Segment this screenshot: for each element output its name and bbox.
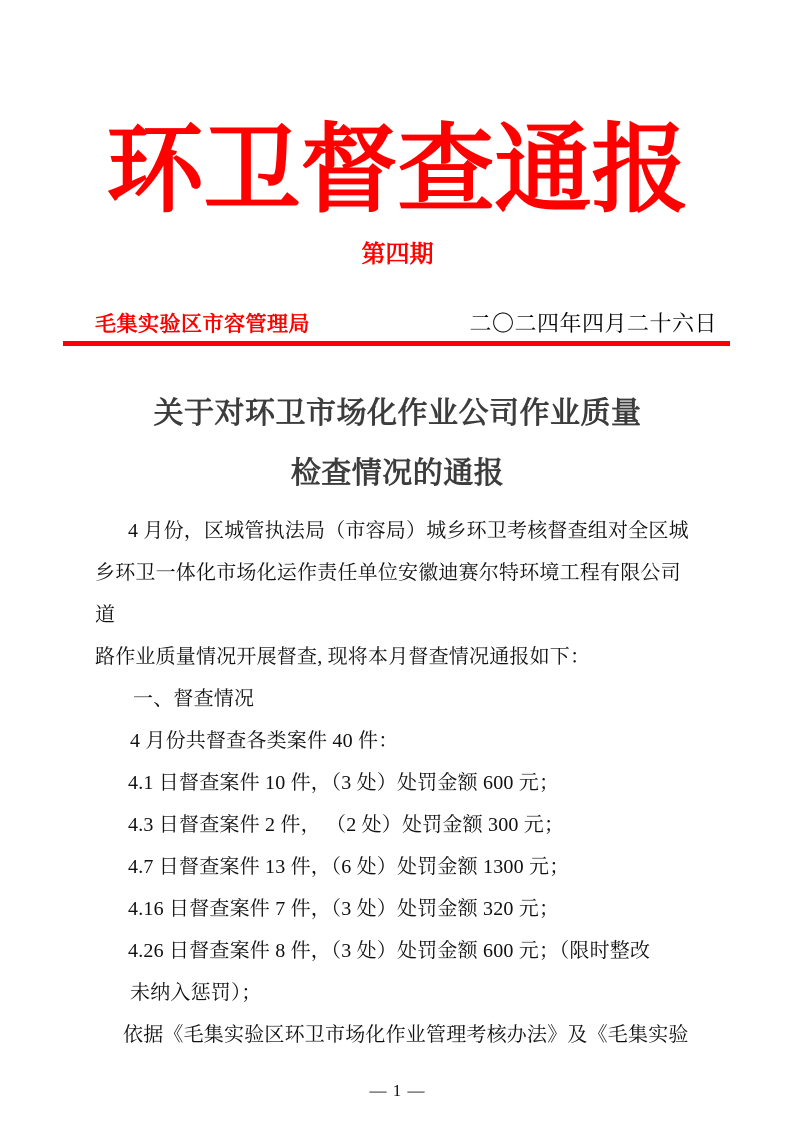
case-line: 4.7 日督查案件 13 件，（6 处）处罚金额 1300 元； (128, 856, 570, 878)
section-heading: 一、督查情况 (133, 688, 255, 710)
page-footer (95, 1080, 700, 1102)
paragraph-line: 乡环卫一体化市场化运作责任单位安徽迪赛尔特环境工程有限公司道 (95, 562, 681, 626)
issue-number: 第四期 (361, 242, 434, 268)
document-title (95, 396, 700, 492)
paragraph-line: 路作业质量情况开展督查, 现将本月督查情况通报如下： (95, 646, 591, 668)
document-title-line2: 检查情况的通报 (290, 457, 505, 490)
case-line: 4.26 日督查案件 8 件，（3 处）处罚金额 600 元；（限时整改 (128, 940, 651, 962)
document-body (95, 396, 700, 1056)
masthead-title: 环卫督查通报 (106, 117, 689, 224)
page-number: — 1 — (369, 1081, 426, 1100)
issue-date: 二〇二四年四月二十六日 (469, 311, 717, 336)
paragraph-line: 4 月份，区城管执法局（市容局）城乡环卫考核督查组对全区城 (128, 520, 689, 542)
closing-line: 依据《毛集实验区环卫市场化作业管理考核办法》及《毛集实验 (123, 1024, 689, 1046)
case-line: 4.16 日督查案件 7 件，（3 处）处罚金额 320 元； (128, 898, 560, 920)
body-text (95, 510, 700, 1056)
issuing-agency: 毛集实验区市容管理局 (95, 312, 310, 336)
red-divider-rule (63, 341, 730, 346)
masthead (95, 116, 717, 346)
document-title-line1: 关于对环卫市场化作业公司作业质量 (153, 397, 642, 430)
case-line: 4.3 日督查案件 2 件， （2 处）处罚金额 300 元； (128, 814, 565, 836)
meta-row (95, 310, 717, 338)
case-line-wrap: 未纳入惩罚）； (130, 982, 262, 1004)
summary-line: 4 月份共督查各类案件 40 件： (130, 730, 399, 752)
case-line: 4.1 日督查案件 10 件，（3 处）处罚金额 600 元； (128, 772, 560, 794)
